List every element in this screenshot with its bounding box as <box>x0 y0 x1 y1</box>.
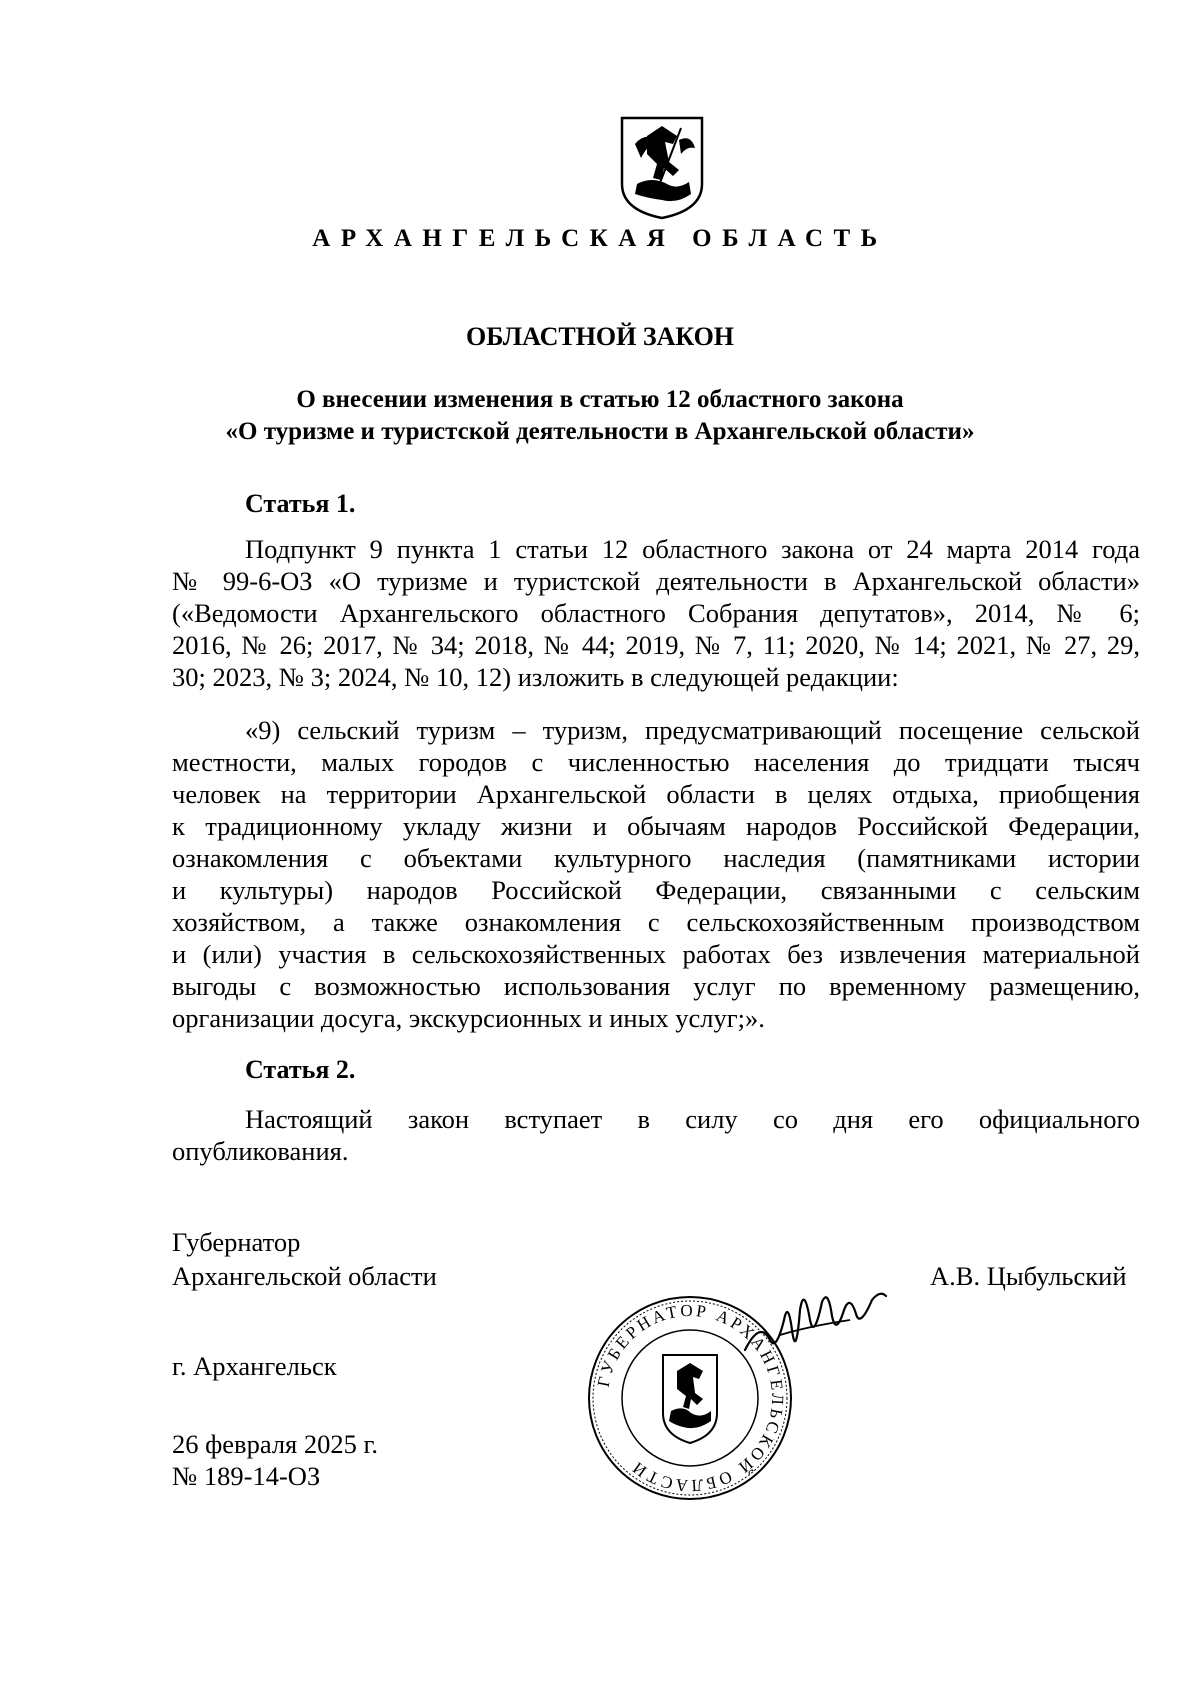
date: 26 февраля 2025 г. <box>172 1429 378 1459</box>
text-line: («Ведомости Архангельского областного Собрания депутатов», 2014, № 6; <box>172 598 1140 628</box>
text-line: «9) сельский туризм – туризм, предусматривающий посещение сельской <box>245 715 1140 745</box>
signatory-name: А.В. Цыбульский <box>930 1261 1127 1291</box>
coat-of-arms-icon <box>617 114 707 220</box>
article-2-paragraph <box>172 1103 1140 1167</box>
text-line: хозяйством, а также ознакомления с сельскохозяйственным производством <box>172 907 1140 937</box>
article-1-heading: Статья 1. <box>245 489 356 518</box>
text-line: опубликования. <box>172 1136 349 1166</box>
text-line: Настоящий закон вступает в силу со дня его официального <box>245 1104 1140 1134</box>
article-1-paragraph-2 <box>172 714 1140 1034</box>
law-title-line: «О туризме и туристской деятельности в Архангельской области» <box>225 418 975 445</box>
seal-text: ГУБЕРНАТОР АРХАНГЕЛЬСКОЙ ОБЛАСТИ <box>593 1300 788 1496</box>
article-2-heading: Статья 2. <box>245 1055 356 1084</box>
signatory-position-region: Архангельской области <box>172 1261 437 1291</box>
text-line: организации досуга, экскурсионных и иных услуг;». <box>172 1003 765 1033</box>
text-line: выгоды с возможностью использования услуг по временному размещению, <box>172 971 1140 1001</box>
text-line: № 99-6-ОЗ «О туризме и туристской деятельности в Архангельской области» <box>172 566 1140 596</box>
text-line: и культуры) народов Российской Федерации, связанными с сельским <box>172 875 1140 905</box>
text-line: ознакомления с объектами культурного наследия (памятниками истории <box>172 843 1140 873</box>
text-line: к традиционному укладу жизни и обычаям народов Российской Федерации, <box>172 811 1140 841</box>
article-1-paragraph-1 <box>172 533 1140 693</box>
document-type: ОБЛАСТНОЙ ЗАКОН <box>465 322 735 351</box>
text-line: 2016, № 26; 2017, № 34; 2018, № 44; 2019, № 7, 11; 2020, № 14; 2021, № 27, 29, <box>172 630 1140 660</box>
text-line: и (или) участия в сельскохозяйственных работах без извлечения материальной <box>172 939 1140 969</box>
law-title-line: О внесении изменения в статью 12 областного закона <box>296 386 904 413</box>
text-line: 30; 2023, № 3; 2024, № 10, 12) изложить в следующей редакции: <box>172 662 899 692</box>
text-line: Подпункт 9 пункта 1 статьи 12 областного закона от 24 марта 2014 года <box>245 534 1140 564</box>
law-title <box>150 384 1050 448</box>
region-name: АРХАНГЕЛЬСКАЯ ОБЛАСТЬ <box>312 225 888 252</box>
text-line: человек на территории Архангельской области в целях отдыха, приобщения <box>172 779 1140 809</box>
text-line: местности, малых городов с численностью населения до тридцати тысяч <box>172 747 1140 777</box>
law-number: № 189-14-ОЗ <box>172 1461 321 1491</box>
city: г. Архангельск <box>172 1351 337 1381</box>
signatory-position: Губернатор <box>172 1227 301 1257</box>
handwritten-signature-icon <box>740 1280 890 1370</box>
